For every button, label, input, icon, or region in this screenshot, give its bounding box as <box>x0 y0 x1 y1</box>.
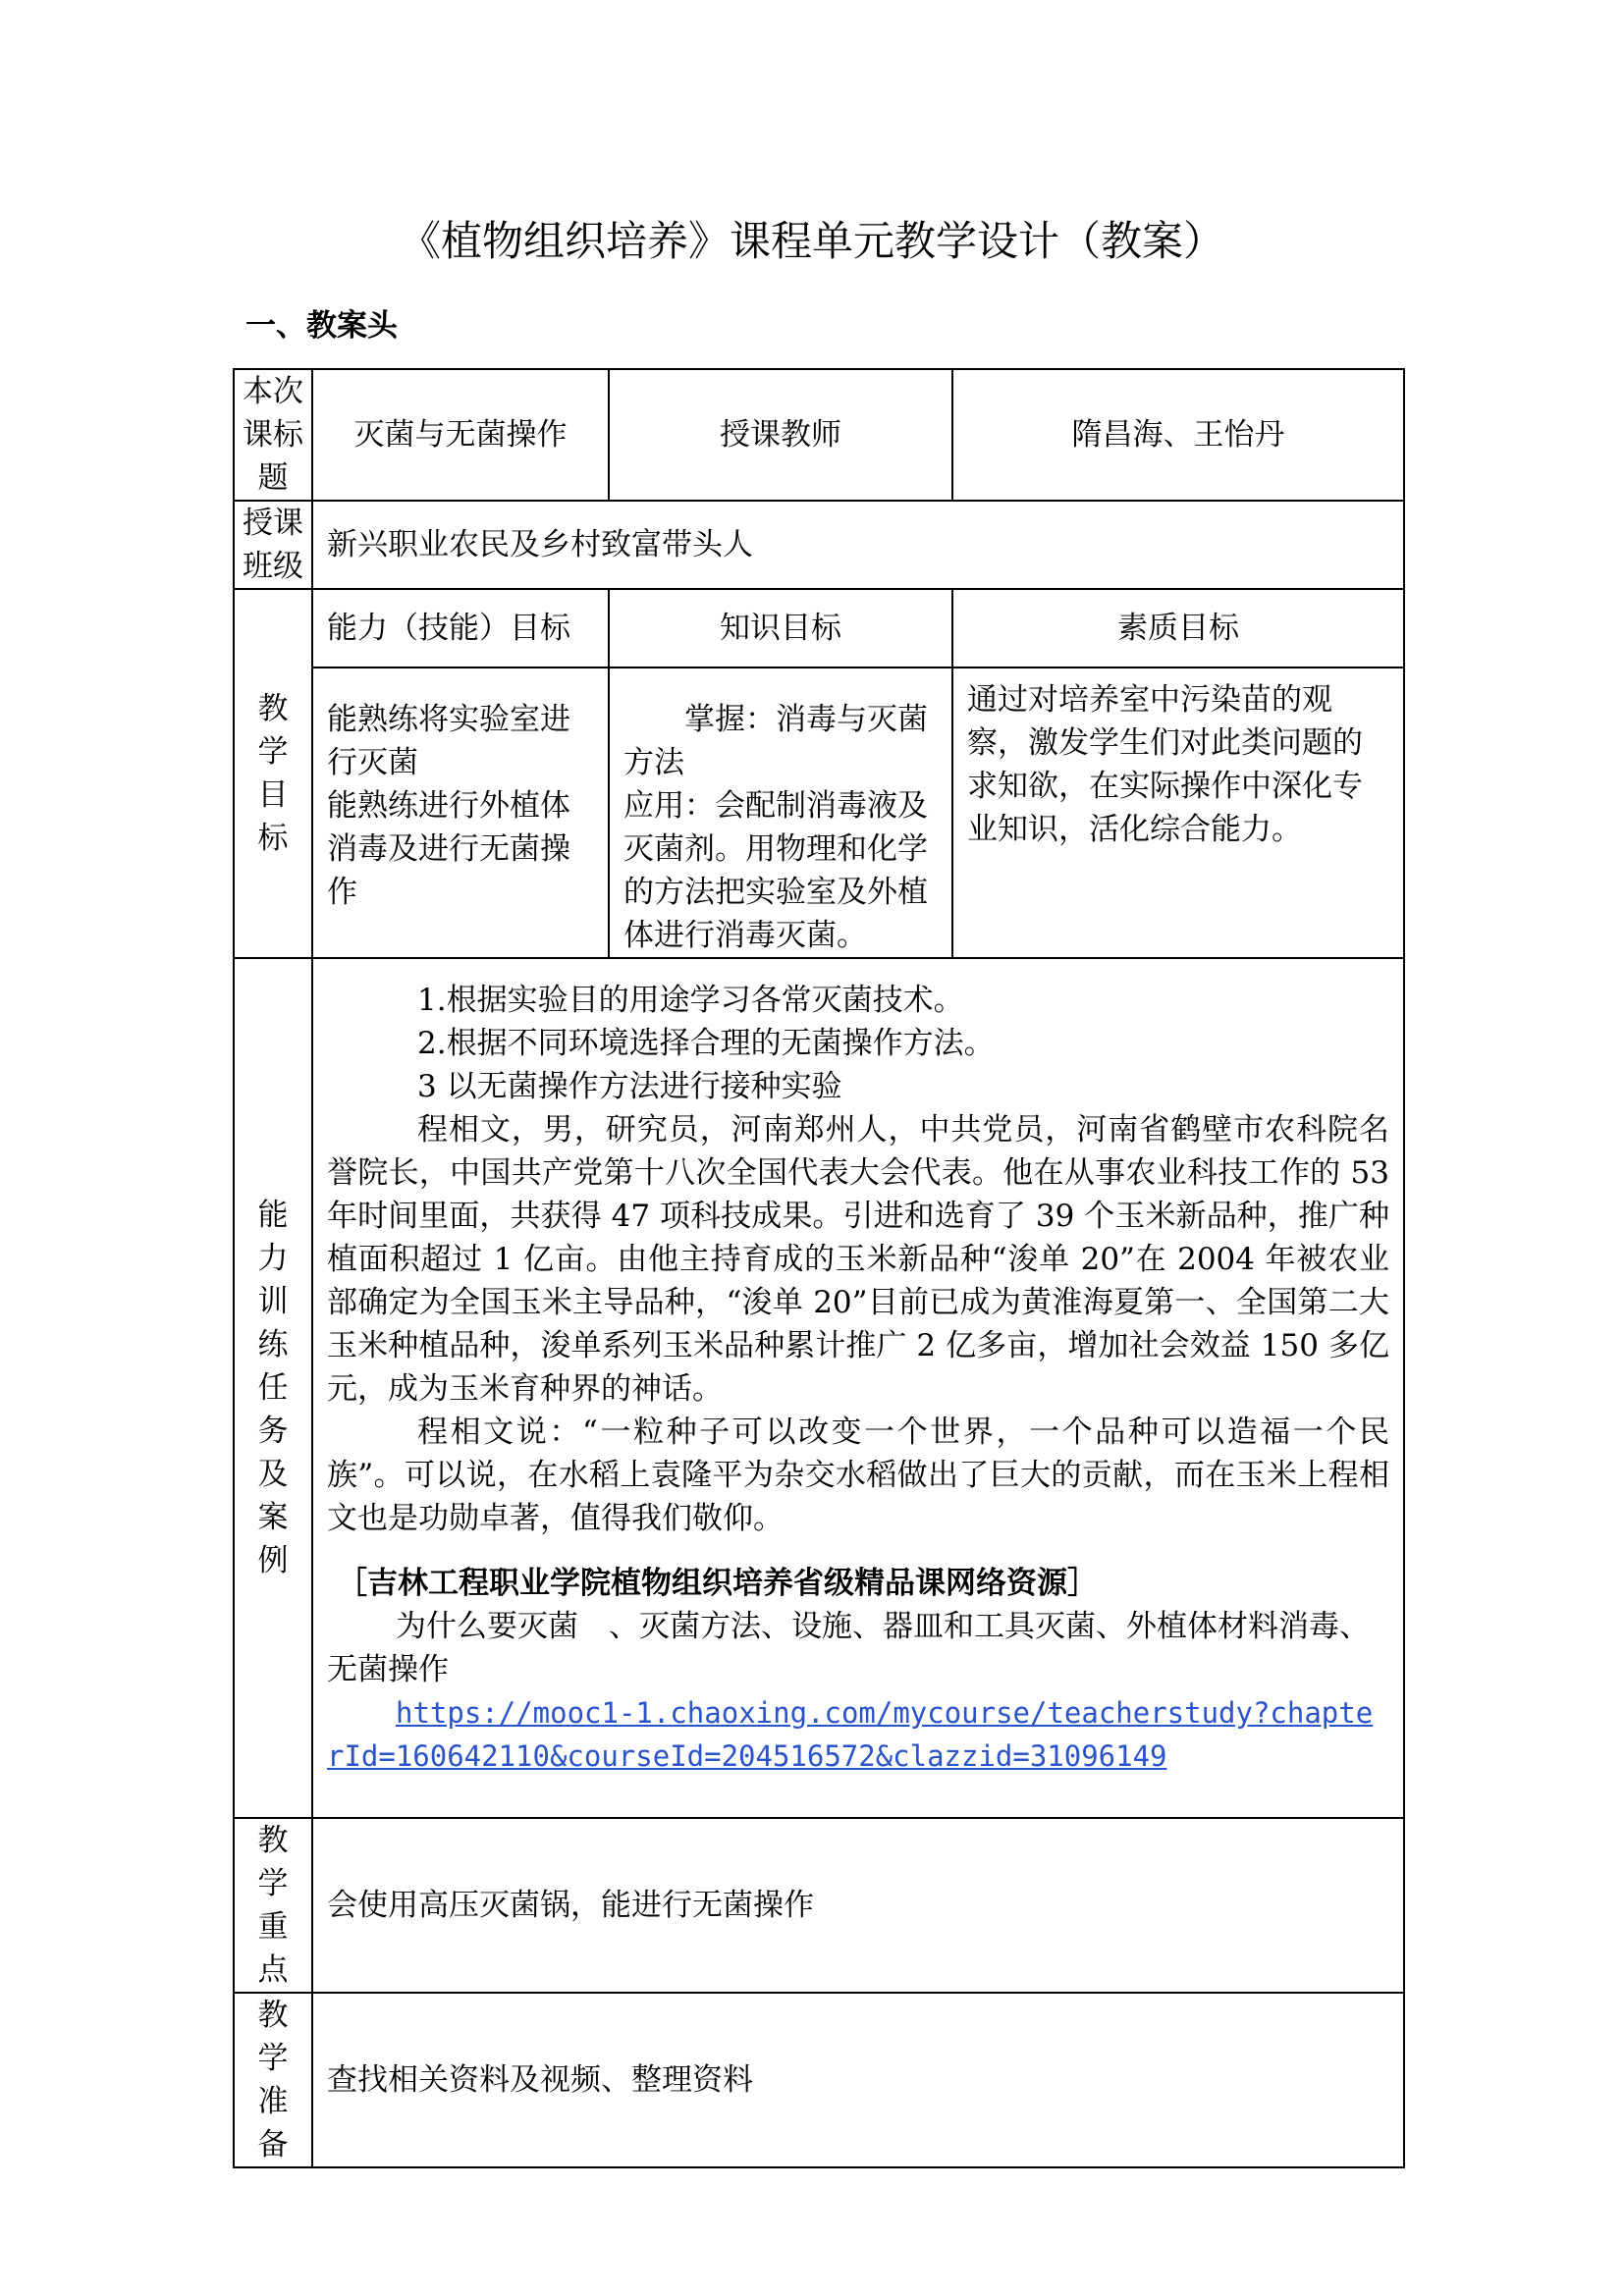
case-paragraph-2: 程相文说：“一粒种子可以改变一个世界，一个品种可以造福一个民族”。可以说，在水稻上袁隆平为杂交水稻做出了巨大的贡献，而在玉米上程相文也是功勋卓著，值得我们敬仰。 <box>327 1415 1389 1536</box>
key-points-value: 会使用高压灭菌锅，能进行无菌操作 <box>312 1818 1404 1993</box>
preparation-value: 查找相关资料及视频、整理资料 <box>312 1993 1404 2167</box>
quality-objective-header: 素质目标 <box>952 589 1404 667</box>
topic-value: 灭菌与无菌操作 <box>312 369 609 501</box>
quality-objective-cell: 通过对培养室中污染苗的观察，激发学生们对此类问题的求知欲，在实际操作中深化专业知识，活化综合能力。 <box>952 667 1404 958</box>
key-points-row <box>234 1818 1404 1993</box>
knowledge-objective-header: 知识目标 <box>609 589 952 667</box>
ability-objective-cell <box>312 667 609 958</box>
document-title: 《植物组织培养》课程单元教学设计（教案） <box>399 217 1224 265</box>
topic-label: 本次课标题 <box>234 369 312 501</box>
class-value: 新兴职业农民及乡村致富带头人 <box>312 501 1404 589</box>
teacher-label: 授课教师 <box>609 369 952 501</box>
ability-line-2: 能熟练进行外植体消毒及进行无菌操作 <box>327 788 570 910</box>
ability-objective-header: 能力（技能）目标 <box>312 589 609 667</box>
topic-row <box>234 369 1404 501</box>
resource-description: 为什么要灭菌 、灭菌方法、设施、器皿和工具灭菌、外植体材料消毒、无菌操作 <box>327 1609 1370 1687</box>
task-list-item: 1.根据实验目的用途学习各常灭菌技术。 <box>417 983 964 1018</box>
tasks-cell <box>312 958 1404 1818</box>
objectives-label-text: 教学目标 <box>257 691 289 856</box>
preparation-label <box>234 1993 312 2167</box>
objectives-content-row <box>234 667 1404 958</box>
task-list-item: 3 以无菌操作方法进行接种实验 <box>417 1069 842 1104</box>
teacher-value: 隋昌海、王怡丹 <box>952 369 1404 501</box>
tasks-label <box>234 958 312 1818</box>
class-label: 授课班级 <box>234 501 312 589</box>
resource-title: ［吉林工程职业学院植物组织培养省级精品课网络资源］ <box>337 1566 1098 1601</box>
knowledge-line-1: 掌握：消毒与灭菌方法 <box>623 702 928 780</box>
section-heading: 一、教案头 <box>245 308 398 344</box>
preparation-label-text: 教学准备 <box>257 1998 289 2163</box>
task-list-item: 2.根据不同环境选择合理的无菌操作方法。 <box>417 1026 995 1061</box>
knowledge-line-2: 应用：会配制消毒液及灭菌剂。用物理和化学的方法把实验室及外植体进行消毒灭菌。 <box>623 788 928 953</box>
tasks-row <box>234 958 1404 1818</box>
resource-link[interactable]: https://mooc1-1.chaoxing.com/mycourse/teacherstudy?chapterId=160642110&courseId=204516572&clazzid=31096149 <box>327 1696 1374 1773</box>
objectives-header-row <box>234 589 1404 667</box>
class-row <box>234 501 1404 589</box>
ability-line-1: 能熟练将实验室进行灭菌 <box>327 702 570 780</box>
key-points-label-text: 教学重点 <box>257 1823 289 1988</box>
case-paragraph-1: 程相文，男，研究员，河南郑州人，中共党员，河南省鹤壁市农科院名誉院长，中国共产党第十八次全国代表大会代表。他在从事农业科技工作的 53 年时间里面，共获得 47 项科技成果。引进和选育了 39 个玉米新品种，推广种植面积超过 1 亿亩。由他主持育成的玉米新品种“浚单 20”在 2004 年被农业部确定为全国玉米主导品种，“浚单 20”目前已成为黄淮海夏第一、全国第二大玉米种植品种，浚单系列玉米品种累计推广 2 亿多亩，增加社会效益 150 多亿元，成为玉米育种界的神话。 <box>327 1112 1389 1407</box>
key-points-label <box>234 1818 312 1993</box>
knowledge-objective-cell <box>609 667 952 958</box>
tasks-label-text: 能力训练任务及案例 <box>257 1198 289 1578</box>
lesson-plan-table <box>233 368 1405 2168</box>
preparation-row <box>234 1993 1404 2167</box>
objectives-label <box>234 589 312 958</box>
